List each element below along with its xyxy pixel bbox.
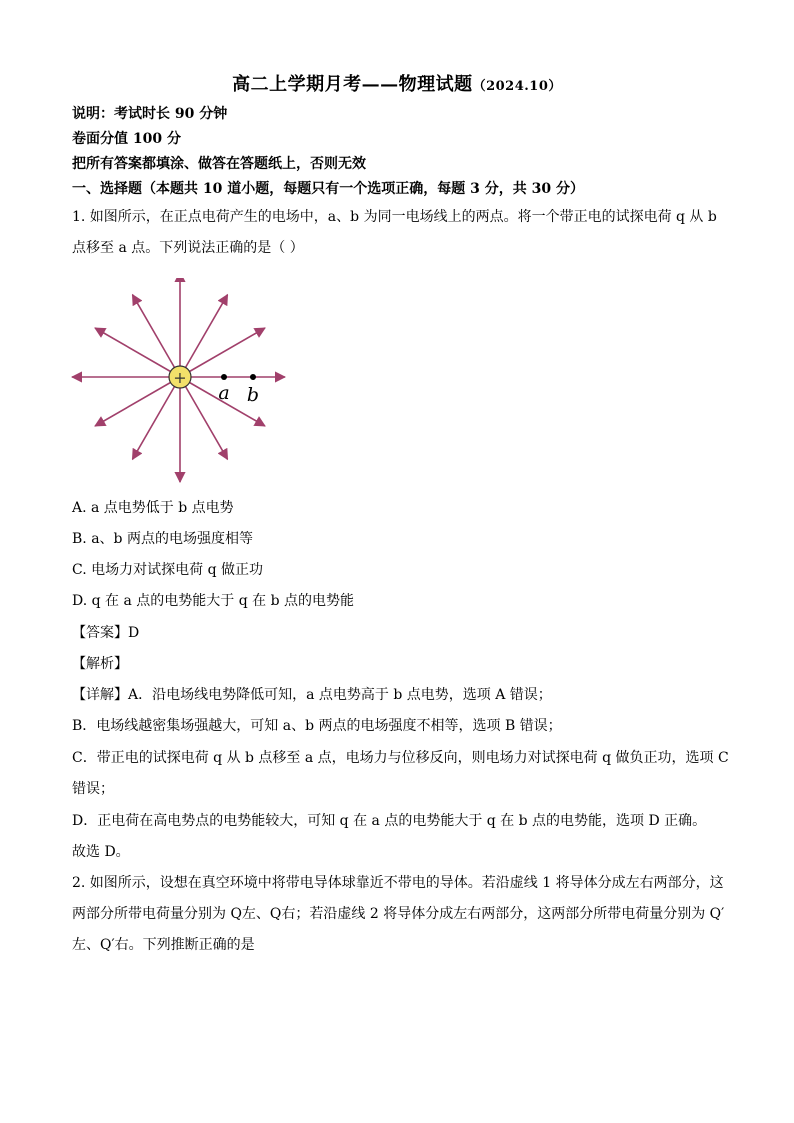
q1-option-d: D. q 在 a 点的电势能大于 q 在 b 点的电势能 xyxy=(72,593,355,609)
point-a-label: a xyxy=(218,382,230,404)
title-date: （2024.10） xyxy=(472,79,562,94)
q1-analysis-line: D．正电荷在高电势点的电势能较大，可知 q 在 a 点的电势能大于 q 在 b 点的电势能，选项 D 正确。 xyxy=(72,813,707,829)
field-line xyxy=(95,383,170,427)
title-text: 高二上学期月考——物理试题 xyxy=(232,74,473,95)
field-line xyxy=(186,295,228,368)
point-b-label: b xyxy=(246,384,260,406)
field-line xyxy=(133,387,175,460)
field-line xyxy=(133,295,175,368)
q2-stem-line3: 左、Q′右。下列推断正确的是 xyxy=(72,937,255,953)
instruction-answer-sheet: 把所有答案都填涂、做答在答题纸上，否则无效 xyxy=(72,156,366,172)
q1-option-c: C. 电场力对试探电荷 q 做正功 xyxy=(72,562,263,578)
instruction-score: 卷面分值 100 分 xyxy=(72,131,181,147)
q1-analysis-line: C．带正电的试探电荷 q 从 b 点移至 a 点，电场力与位移反向，则电场力对试探电荷 q 做负正功，选项 C xyxy=(72,750,729,766)
q1-analysis-label: 【解析】 xyxy=(72,656,128,672)
q1-analysis-line: B．电场线越密集场强越大，可知 a、b 两点的电场强度不相等，选项 B 错误； xyxy=(72,718,562,734)
charge-plus-symbol: + xyxy=(173,368,187,387)
q1-analysis-line: 故选 D。 xyxy=(72,844,130,860)
q1-option-b: B. a、b 两点的电场强度相等 xyxy=(72,531,253,547)
q1-analysis-line: 【详解】A．沿电场线电势降低可知，a 点电势高于 b 点电势，选项 A 错误； xyxy=(72,687,552,703)
q2-stem-line1: 2. 如图所示，设想在真空环境中将带电导体球靠近不带电的导体。若沿虚线 1 将导体分成左右两部分，这 xyxy=(72,875,724,891)
q1-stem-line2: 点移至 a 点。下列说法正确的是（ ） xyxy=(72,240,304,256)
q2-stem-line2: 两部分所带电荷量分别为 Q左、Q右；若沿虚线 2 将导体分成左右两部分，这两部分所带电荷量分别为 Q′ xyxy=(72,906,725,922)
page-title xyxy=(0,70,794,96)
section-heading: 一、选择题（本题共 10 道小题，每题只有一个选项正确，每题 3 分，共 30 分） xyxy=(72,181,584,197)
point-b-dot xyxy=(250,374,256,380)
field-line xyxy=(95,328,170,372)
q1-analysis-line: 错误； xyxy=(72,781,114,797)
q1-answer: 【答案】D xyxy=(72,625,140,641)
q1-option-a: A. a 点电势低于 b 点电势 xyxy=(72,500,234,516)
point-a-dot xyxy=(221,374,227,380)
field-line xyxy=(190,328,265,372)
q1-electric-field-figure xyxy=(70,278,290,488)
q1-stem-line1: 1. 如图所示，在正点电荷产生的电场中，a、b 为同一电场线上的两点。将一个带正电的试探电荷 q 从 b xyxy=(72,209,717,225)
instruction-duration: 说明：考试时长 90 分钟 xyxy=(72,106,228,122)
